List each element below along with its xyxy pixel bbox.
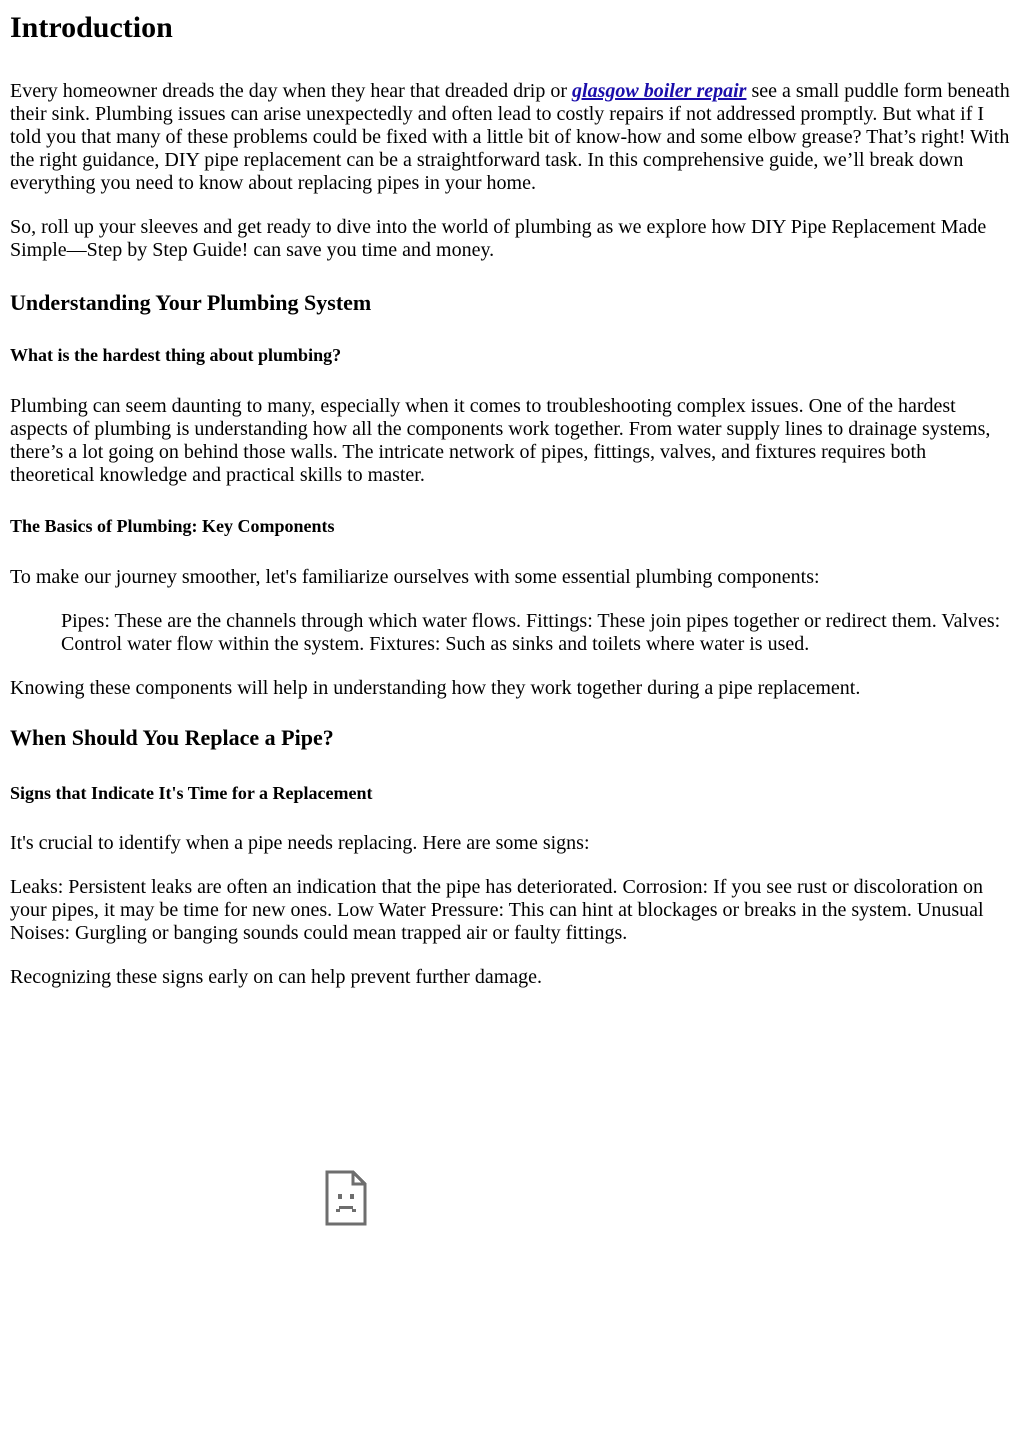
- understanding-heading: Understanding Your Plumbing System: [10, 290, 372, 315]
- hardest-thing-subheading: What is the hardest thing about plumbing?: [10, 345, 342, 365]
- signs-subheading: Signs that Indicate It's Time for a Replacement: [10, 783, 373, 803]
- glasgow-boiler-repair-link[interactable]: glasgow boiler repair: [572, 80, 747, 102]
- key-components-intro: To make our journey smoother, let's familiarize ourselves with some essential plumbing components:: [10, 566, 820, 588]
- signs-list: Leaks: Persistent leaks are often an indication that the pipe has deteriorated. Corrosion: If you see rust or discoloration on your pipes, it may be time for new ones. Low Water Pressure: This can hint at blockages or breaks in the system. Unusual Noises: Gurgling or banging sounds could mean trapped air or faulty fittings.: [10, 876, 984, 944]
- intro-paragraph-1-end: see a small puddle form beneath their sink. Plumbing issues can arise unexpectedly and often lead to costly repairs if not addressed promptly. But what if I told you that many of these problems could be fixed with a little bit of know-how and some elbow grease? That’s right! With the right guidance, DIY pipe replacement can be a straightforward task. In this comprehensive guide, we’ll break down everything you need to know about replacing pipes in your home.: [10, 80, 1010, 194]
- intro-paragraph-1-start: Every homeowner dreads the day when they hear that dreaded drip or: [10, 80, 573, 102]
- article: [10, 0, 1012, 989]
- hardest-thing-paragraph: Plumbing can seem daunting to many, especially when it comes to troubleshooting complex issues. One of the hardest aspects of plumbing is understanding how all the components work together. From water supply lines to drainage systems, there’s a lot going on behind those walls. The intricate network of pipes, fittings, valves, and fixtures requires both theoretical knowledge and practical skills to master.: [10, 395, 991, 486]
- intro-heading: Introduction: [10, 11, 173, 44]
- key-components-subheading: The Basics of Plumbing: Key Components: [10, 516, 335, 536]
- signs-summary: Recognizing these signs early on can help prevent further damage.: [10, 966, 543, 988]
- components-summary: Knowing these components will help in understanding how they work together during a pipe replacement.: [10, 677, 861, 699]
- signs-intro: It's crucial to identify when a pipe needs replacing. Here are some signs:: [10, 832, 590, 854]
- intro-paragraph-1: [10, 80, 1012, 195]
- intro-paragraph-2: So, roll up your sleeves and get ready to dive into the world of plumbing as we explore how DIY Pipe Replacement Made Simple—Step by Step Guide! can save you time and money.: [10, 216, 987, 261]
- components-list: Pipes: These are the channels through which water flows. Fittings: These join pipes together or redirect them. Valves: Control water flow within the system. Fixtures: Such as sinks and toilets where water is used.: [61, 610, 1001, 655]
- replace-heading: When Should You Replace a Pipe?: [10, 725, 334, 750]
- broken-image-icon: [325, 1170, 367, 1226]
